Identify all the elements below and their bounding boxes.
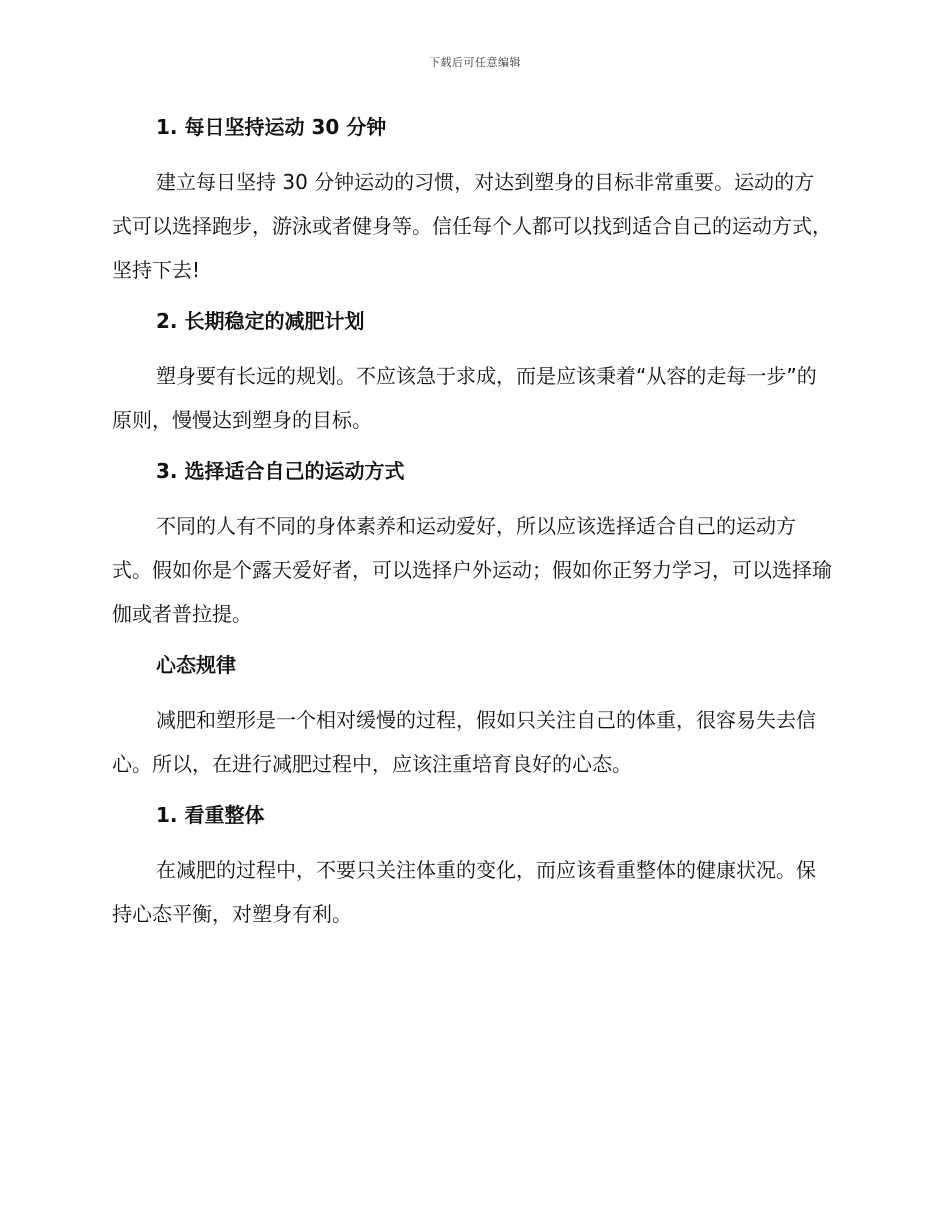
- section-paragraph-suitable-exercise: 不同的人有不同的身体素养和运动爱好，所以应该选择适合自己的运动方式。假如你是个露天爱好者，可以选择户外运动；假如你正努力学习，可以选择瑜伽或者普拉提。: [112, 514, 832, 626]
- section-heading-whole-view: 1. 看重整体: [156, 803, 265, 827]
- page-header-note: 下载后可任意编辑: [429, 56, 521, 69]
- section-heading-long-term-plan: 2. 长期稳定的减肥计划: [156, 309, 365, 333]
- section-paragraph-whole-view: 在减肥的过程中，不要只关注体重的变化，而应该看重整体的健康状况。保持心态平衡，对塑身有利。: [112, 858, 816, 926]
- section-paragraph-long-term-plan: 塑身要有长远的规划。不应该急于求成，而是应该秉着“从容的走每一步”的原则，慢慢达到塑身的目标。: [112, 364, 817, 432]
- document-body: [112, 112, 832, 950]
- section-heading-mindset: 心态规律: [156, 653, 236, 677]
- section-heading-suitable-exercise: 3. 选择适合自己的运动方式: [156, 459, 405, 483]
- section-paragraph-daily-exercise: 建立每日坚持 30 分钟运动的习惯，对达到塑身的目标非常重要。运动的方式可以选择跑步，游泳或者健身等。信任每个人都可以找到适合自己的运动方式，坚持下去!: [112, 170, 832, 282]
- section-heading-daily-exercise: 1. 每日坚持运动 30 分钟: [156, 115, 387, 139]
- section-paragraph-mindset: 减肥和塑形是一个相对缓慢的过程，假如只关注自己的体重，很容易失去信心。所以，在进行减肥过程中，应该注重培育良好的心态。: [112, 708, 816, 776]
